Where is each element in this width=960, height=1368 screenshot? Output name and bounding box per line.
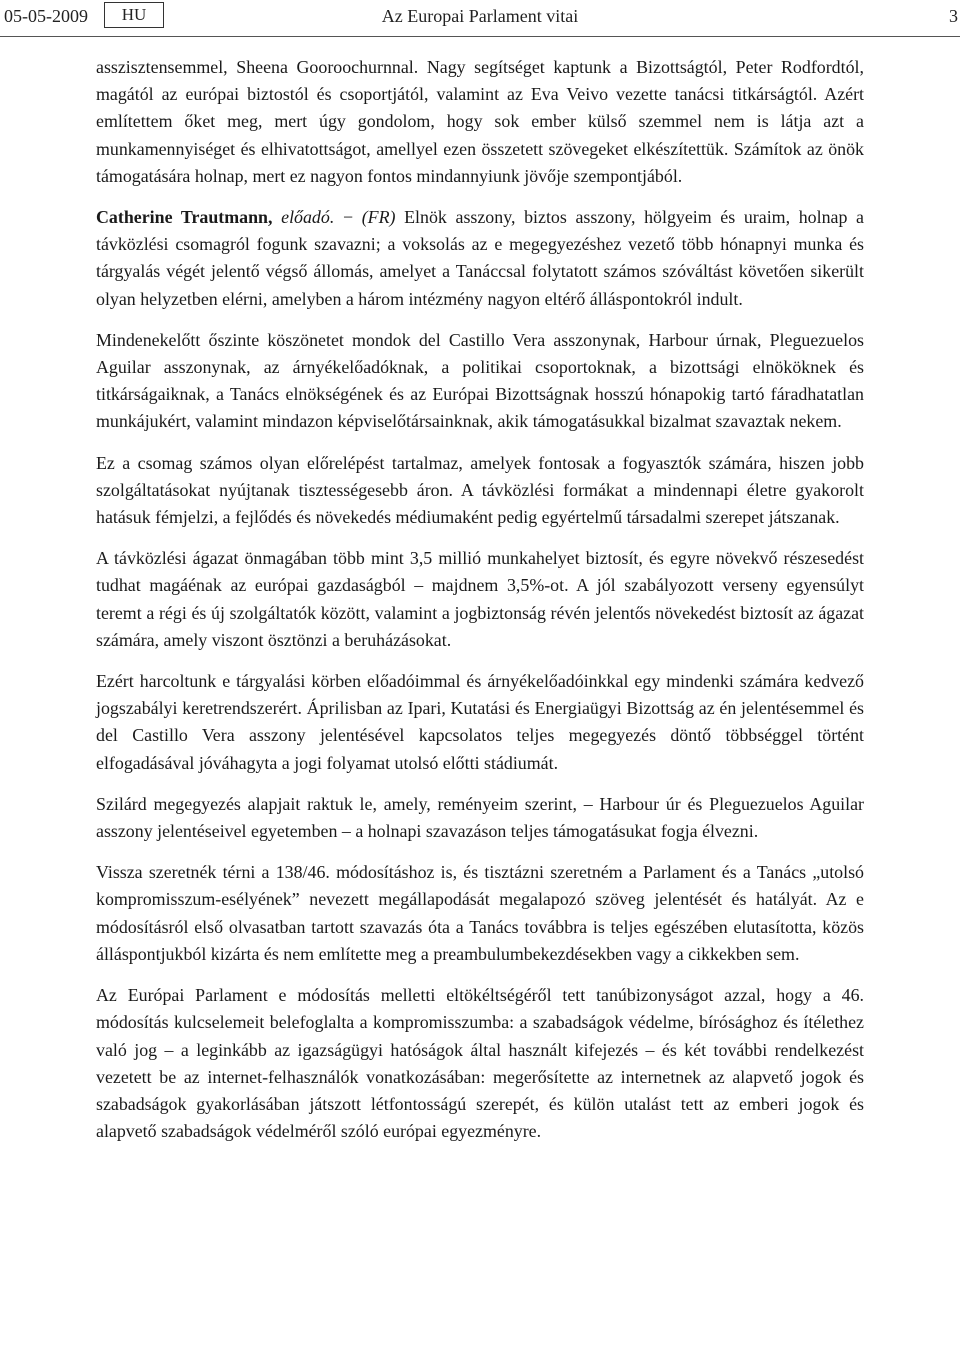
speaker-paragraph — [96, 204, 864, 313]
page-header — [0, 0, 960, 37]
paragraph-3: Mindenekelőtt őszinte köszönetet mondok del Castillo Vera asszonynak, Harbour úrnak, Pleguezuelos Aguilar asszonynak, az árnyékelőadóknak, a politikai csoportoknak, a bizottsági elnököknek és titkárságaiknak, a Tanács elnökségének és az Európai Bizottságnak hosszú hónapokig tartó fáradhatatlan munkájukért, valamint mindazon képviselőtársainknak, akik támogatásukkal bizalmat szavaztak nekem. — [96, 329, 864, 432]
paragraph-8: Vissza szeretnék térni a 138/46. módosításhoz is, és tisztázni szeretném a Parlament és a Tanács „utolsó kompromisszum-esélyének” nevezett megállapodását megalapozó szöveg jelentését és hatályát. Az e módosításról első olvasatban tartott szavazás óta a Tanács továbbra is teljes egészében elutasította, közös álláspontjukból kizárta és nem említette meg a preambulumbekezdésekben vagy a cikkekben sem. — [96, 862, 864, 964]
speaker-role: előadó. — [281, 207, 335, 228]
paragraph-6: Ezért harcoltunk e tárgyalási körben előadóimmal és árnyékelőadóinkkal egy mindenki számára kedvező jogszabályi keretrendszerért. Áprilisban az Ipari, Kutatási és Energiaügyi Bizottság az én jelentésemmel és del Castillo Vera asszony jelentésével kapcsolatos teljes megegyezés döntő többséggel történt elfogadásával jóváhagyta a jogi folyamat utolsó előtti stádiumát. — [96, 671, 864, 773]
speaker-name: Catherine Trautmann, — [96, 207, 273, 228]
paragraph-2: Elnök asszony, biztos asszony, hölgyeim és uraim, holnap a távközlési csomagról fogunk szavazni; a voksolás az e megegyezéshez vezető több hónapnyi munka és tárgyalás végét jelentő végső állomás, amelyet a Tanáccsal folytatott számos szóváltást követően sikerült olyan helyzetben elérni, amelyben a három intézmény nagyon eltérő álláspontokról indult. — [96, 207, 864, 309]
paragraph-7: Szilárd megegyezés alapjait raktuk le, amely, reményeim szerint, – Harbour úr és Pleguezuelos Aguilar asszony jelentéseivel egyetemben – a holnapi szavazáson teljes támogatásukat fogja élvezni. — [96, 793, 864, 842]
header-title: Az Eurοpai Parlament vitai — [381, 6, 579, 26]
paragraph-4: Ez a csomag számos olyan előrelépést tartalmaz, amelyek fontosak a fogyasztók számára, hiszen jobb szolgáltatásokat nyújtanak tisztességesebb áron. A távközlési formákat a mindennapi életre gyakorolt hatásuk fémjelzi, a fejlődés és növekedés médiumaként pedig egyértelmű társadalmi szerepet játszanak. — [96, 452, 864, 528]
language-code-box: HU — [104, 2, 164, 28]
speaker-dash: − — [334, 207, 362, 228]
document-body — [96, 54, 864, 1159]
paragraph-5: A távközlési ágazat önmagában több mint 3,5 millió munkahelyet biztosít, és egyre növekvő részesedést tudhat magáénak az európai gazdaságból – majdnem 3,5%-ot. A jól szabályozott verseny egyensúlyt teremt a régi és új szolgáltatók között, valamint a jogbiztonság révén jelentős növekedést biztosít az ágazat számára, amely viszont ösztönzi a beruházásokat. — [96, 548, 864, 650]
header-date: 05-05-2009 — [4, 6, 88, 26]
paragraph-1: asszisztensemmel, Sheena Gooroochurnnal. Nagy segítséget kaptunk a Bizottságtól, Peter Rodfordtól, magától az európai biztostól és csoportjától, valamint az Eva Veivo vezette tanácsi titkárságtól. Azért említettem őket meg, mert úgy gondolom, hogy sok ember külső szemmel nem is látja azt a munkamennyiséget és elhivatottságot, amellyel ezen összetett szövegeket elkészítettük. Számítok az önök támogatására holnap, mert ez nagyon fontos mindannyiunk jövője szempontjából. — [96, 57, 864, 186]
page-number: 3 — [949, 6, 958, 26]
speaker-language: (FR) — [361, 207, 396, 228]
paragraph-9: Az Európai Parlament e módosítás melletti eltökéltségéről tett tanúbizonyságot azzal, hogy a 46. módosítás kulcselemeit belefoglalta a kompromisszumba: a szabadságok védelme, bírósághoz és ítélethez való jog – a leginkább az igazságügyi hatóságok által használt kifejezés – és két további rendelkezést vezetett be az internet-felhasználók vonatkozásában: megerősítette az internetnek az alapvető jogok és szabadságok gyakorlásában játszott létfontosságú szerepét, és külön utalást tett az emberi jogok és alapvető szabadságok védelméről szóló európai egyezményre. — [96, 985, 864, 1142]
